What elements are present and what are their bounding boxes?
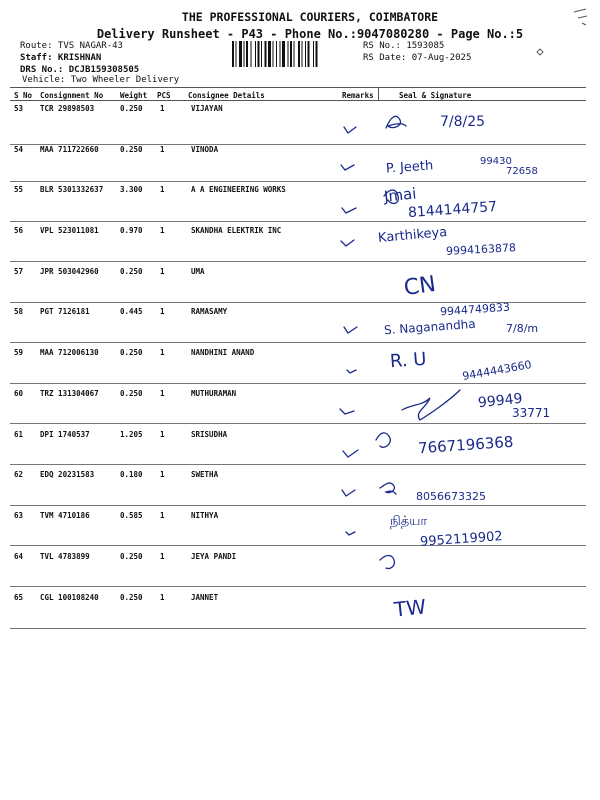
row-sno: 56 [14, 226, 24, 235]
row-weight: 0.250 [120, 348, 143, 357]
row-sno: 57 [14, 267, 24, 276]
row-weight: 0.250 [120, 552, 143, 561]
signature-phone: 9952119902 [419, 529, 504, 550]
row-consignee: VINODA [191, 145, 219, 154]
row-pcs: 1 [160, 145, 165, 154]
tick-mark [340, 409, 354, 414]
signature-phone: 9444443660 [461, 358, 533, 383]
route-label: Route: TVS NAGAR-43 [20, 41, 123, 51]
row-consignee: NITHYA [191, 511, 219, 520]
row-weight: 3.300 [120, 185, 143, 194]
signature-scribble [380, 556, 394, 569]
signature-name: P. Jeeth [385, 158, 434, 177]
tick-mark [341, 240, 354, 246]
row-weight: 0.250 [120, 267, 143, 276]
row-weight: 0.250 [120, 389, 143, 398]
row-consignee: SWETHA [191, 470, 219, 479]
signature-initials: CN [402, 271, 438, 302]
col-header-consignment: Consignment No [40, 91, 104, 100]
signature-name: S. Naganandha [383, 316, 477, 338]
row-pcs: 1 [160, 104, 165, 113]
signature-initials: TW [392, 594, 428, 622]
row-consignment: JPR 503042960 [40, 267, 99, 276]
row-weight: 0.250 [120, 145, 143, 154]
row-pcs: 1 [160, 348, 165, 357]
row-sno: 54 [14, 145, 24, 154]
runsheet-title: Delivery Runsheet - P43 - Phone No.:9047080280 - Page No.:5 [96, 27, 524, 41]
row-consignee: SKANDHA ELEKTRIK INC [191, 226, 282, 235]
company-title: THE PROFESSIONAL COURIERS, COIMBATORE [181, 10, 439, 24]
row-weight: 0.250 [120, 104, 143, 113]
row-consignment: DPI 1740537 [40, 430, 90, 439]
row-sno: 58 [14, 307, 24, 316]
signature-phone: 8056673325 [416, 490, 486, 503]
signature-scribble [380, 483, 396, 494]
col-header-remarks: Remarks [342, 91, 374, 100]
tick-mark [342, 490, 355, 496]
row-pcs: 1 [160, 267, 165, 276]
row-consignment: MAA 712006130 [40, 348, 99, 357]
row-sno: 61 [14, 430, 24, 439]
drs-label: DRS No.: DCJB159308505 [20, 65, 140, 75]
row-consignee: JANNET [191, 593, 219, 602]
signature-phone: 33771 [512, 406, 551, 420]
row-consignment: VPL 523011081 [40, 226, 99, 235]
row-weight: 0.250 [120, 593, 143, 602]
row-consignee: NANDHINI ANAND [191, 348, 255, 357]
col-header-signature: Seal & Signature [399, 91, 472, 100]
row-consignment: PGT 7126181 [40, 307, 90, 316]
row-consignee: RAMASAMY [191, 307, 228, 316]
row-weight: 0.970 [120, 226, 143, 235]
row-consignment: TVL 4783899 [40, 552, 90, 561]
row-consignee: MUTHURAMAN [191, 389, 237, 398]
row-sno: 53 [14, 104, 24, 113]
row-consignment: TCR 29898503 [40, 104, 95, 113]
row-pcs: 1 [160, 430, 165, 439]
row-pcs: 1 [160, 593, 165, 602]
signature-phone: 8144144757 [407, 198, 498, 222]
signature-phone: 99949 [477, 390, 524, 412]
row-pcs: 1 [160, 389, 165, 398]
row-weight: 0.585 [120, 511, 143, 520]
row-sno: 65 [14, 593, 24, 602]
row-sno: 62 [14, 470, 24, 479]
row-sno: 63 [14, 511, 24, 520]
tick-mark [344, 327, 357, 333]
row-weight: 0.445 [120, 307, 143, 316]
tick-mark [347, 370, 356, 373]
row-weight: 0.180 [120, 470, 143, 479]
row-weight: 1.205 [120, 430, 143, 439]
signature-name: நித்யா [390, 514, 428, 529]
tick-mark [342, 208, 356, 213]
row-pcs: 1 [160, 185, 165, 194]
signature-phone: 9944749833 [439, 300, 511, 319]
row-pcs: 1 [160, 511, 165, 520]
row-pcs: 1 [160, 307, 165, 316]
signature-date: 7/8/m [506, 322, 539, 335]
col-header-pcs: PCS [157, 91, 171, 100]
signature-scribble [402, 390, 460, 420]
signature-phone: 99430 [480, 156, 512, 167]
vehicle-label: Vehicle: Two Wheeler Delivery [22, 75, 180, 85]
col-header-weight: Weight [120, 91, 148, 100]
row-consignee: JEYA PANDI [191, 552, 237, 561]
signature-phone: 9994163878 [445, 241, 517, 258]
tick-mark [346, 532, 355, 535]
row-sno: 60 [14, 389, 24, 398]
row-consignee: SRISUDHA [191, 430, 228, 439]
col-header-sno: S No [14, 91, 33, 100]
row-pcs: 1 [160, 226, 165, 235]
signature-date: 7/8/25 [440, 114, 486, 130]
signature-scribble [386, 116, 406, 128]
row-consignee: UMA [191, 267, 205, 276]
staff-label: Staff: KRISHNAN [20, 53, 102, 63]
row-consignment: TRZ 131304067 [40, 389, 99, 398]
row-sno: 64 [14, 552, 24, 561]
signature-name: Jmai [383, 184, 418, 206]
row-sno: 55 [14, 185, 24, 194]
signature-name: R. U [389, 348, 428, 373]
row-consignment: MAA 711722660 [40, 145, 99, 154]
signature-phone: 72658 [506, 166, 538, 177]
row-consignee: VIJAYAN [191, 104, 223, 113]
rs-number: RS No.: 1593085 [363, 41, 445, 51]
row-consignment: BLR 5301332637 [40, 185, 104, 194]
row-consignment: EDQ 20231583 [40, 470, 95, 479]
row-sno: 59 [14, 348, 24, 357]
tick-mark [341, 165, 354, 170]
tick-mark [344, 127, 356, 133]
tick-mark [343, 450, 358, 457]
row-consignment: TVM 4710186 [40, 511, 90, 520]
signature-name: Karthikeya [377, 225, 448, 246]
signature-scribble [376, 433, 390, 447]
rs-date: RS Date: 07-Aug-2025 [363, 53, 472, 63]
row-pcs: 1 [160, 470, 165, 479]
signature-phone: 7667196368 [417, 432, 514, 458]
row-pcs: 1 [160, 552, 165, 561]
row-consignee: A A ENGINEERING WORKS [191, 185, 286, 194]
row-consignment: CGL 100108240 [40, 593, 99, 602]
col-header-consignee: Consignee Details [188, 91, 265, 100]
